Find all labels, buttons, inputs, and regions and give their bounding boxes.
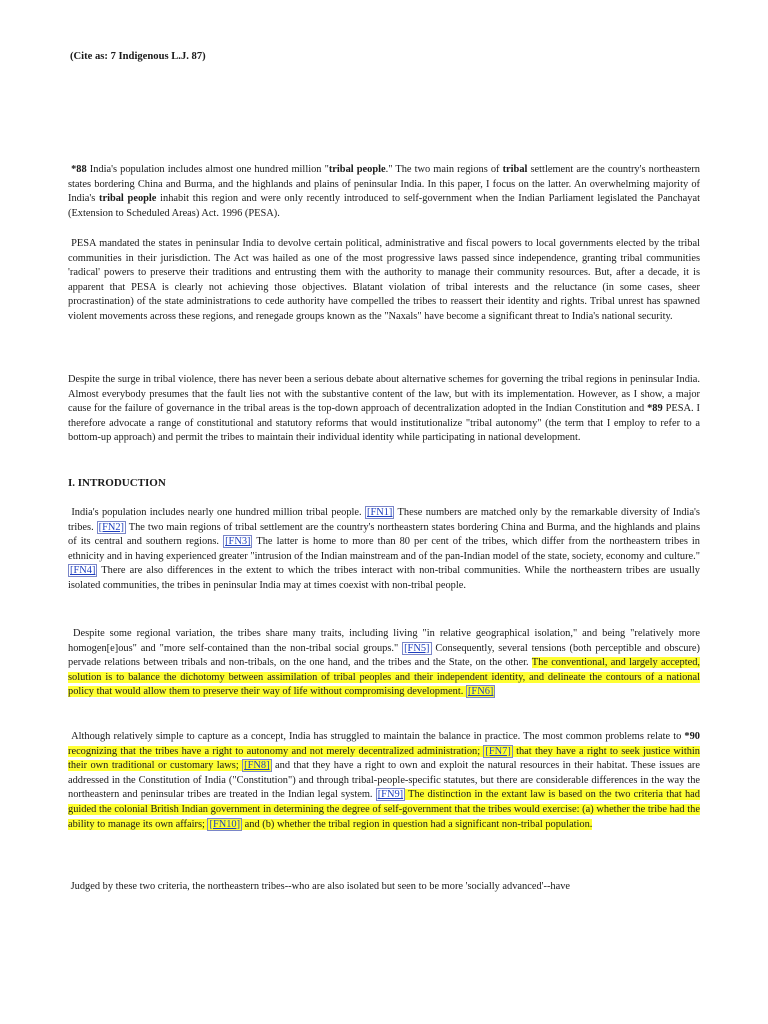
footnote-link-fn3[interactable]: [FN3]: [225, 536, 251, 548]
footnote-link-fn10[interactable]: [FN10]: [209, 818, 241, 830]
footnote-link-fn9[interactable]: [FN9]: [377, 789, 404, 801]
keyword-tribal-people: tribal people: [328, 164, 386, 175]
highlighted-text: The conventional, and largely accepted, solution is to balance the dichotomy between assimilation of tribal peoples and their independent identity, and delineate the contours of a national policy that would allow them to preserve their way of life without compromising development.: [68, 657, 700, 698]
paragraph-abstract-1: *88 India's population includes almost one hundred million "tribal people." The two main regions of tribal settlement are the country's northeastern states bordering China and Burma, and the highlands and plains of peninsular India. In this paper, I focus on the latter. An overwhelming majority of India's tribal people inhabit this region and were only recently introduced to self-government when the Indian Parliament legislated the Panchayat (Extension to Scheduled Areas) Act. 1996 (PESA).: [68, 164, 700, 219]
footnote-link-fn4[interactable]: [FN4]: [70, 565, 96, 577]
footnote-link-fn6[interactable]: [FN6]: [467, 686, 494, 698]
paragraph-intro-4: Judged by these two criteria, the northeastern tribes--who are also isolated but seen to be more 'socially advanced'--have: [70, 881, 571, 892]
paragraph-abstract-3: Despite the surge in tribal violence, there has never been a serious debate about alternative schemes for governing the tribal regions in peninsular India. Almost everybody presumes that the fault lies not with the substantive content of the law, but with its implementation. However, as I show, a major cause for the failure of governance in the tribal areas is the top-down approach of decentralization adopted in the Indian Constitution and *89 PESA. I therefore advocate a range of constitutional and statutory reforms that would institutionalize "tribal autonomy" (the term that I employ to refer to a bottom-up approach) and permit the tribes to maintain their individual identity while participating in national development.: [68, 374, 700, 444]
paragraph-abstract-2: PESA mandated the states in peninsular India to devolve certain political, administrative and fiscal powers to local governments elected by the tribal communities in their jurisdiction. The Act was hailed as one of the most progressive laws passed since independence, granting tribal communities 'radical' powers to preserve their traditions and entrusting them with the authority to manage their community resources. But, after a decade, it is apparent that PESA is clearly not achieving those objectives. Blatant violation of tribal interests and the reluctance (in some cases, sheer procrastination) of the state administrations to cede authority have compelled the tribes to reassert their identity and rights. Tribal unrest has spawned violent movements across these regions, and renegade groups known as the "Naxals" have become a significant threat to India's national security.: [68, 238, 700, 322]
paragraph-intro-1: India's population includes nearly one hundred million tribal people. [FN1] These numbers are matched only by the remarkable diversity of India's tribes. [FN2] The two main regions of tribal settlement are the country's northeastern states bordering China and Burma, and the highlands and plains of its central and southern regions. [FN3] The latter is home to more than 80 per cent of the tribes, which differ from the northeastern tribes in ethnicity and in having experienced greater "intrusion of the Indian mainstream and of the pan-Indian model of the state, society, economy and culture." [FN4] There are also differences in the extent to which the tribes interact with non-tribal communities. While the northeastern tribes are usually isolated communities, the tribes in peninsular India may at times coexist with non-tribal people.: [68, 507, 701, 591]
star-page-89: *89: [647, 403, 663, 415]
star-page-88: *88: [71, 164, 87, 175]
highlighted-text: recognizing that the tribes have a right to autonomy and not merely decentralized administration;: [68, 745, 481, 757]
star-page-90: *90: [684, 731, 700, 742]
highlighted-text: that they have a right to seek justice within their own traditional or customary laws;: [68, 745, 700, 772]
footnote-link-fn2[interactable]: [FN2]: [98, 521, 125, 533]
paragraph-intro-2: Despite some regional variation, the tribes share many traits, including living "in relative geographical isolation," and being "relatively more homogen[e]ous" and "more self-contained than the non-tribal social groups." [FN5] Consequently, several tensions (both perceptible and obscure) pervade relations between tribals and non-tribals, on the one hand, and the tribes and the State, on the other. The conventional, and largely accepted, solution is to balance the dichotomy between assimilation of tribal peoples and their independent identity, and delineate the contours of a national policy that would allow them to preserve their way of life without compromising development. [FN6]: [68, 628, 701, 698]
keyword-tribal-people-2: tribal people: [99, 193, 157, 205]
highlighted-text: The distinction in the extant law is based on the two criteria that had guided the colonial British Indian government in determining the degree of self-government that the tribes would exercise: (a) whether the tribe had the ability to manage its own affairs;: [68, 789, 700, 830]
footnote-link-fn1[interactable]: [FN1]: [366, 507, 393, 518]
footnote-link-fn7[interactable]: [FN7]: [485, 745, 511, 757]
keyword-tribal: tribal: [502, 164, 528, 175]
footnote-link-fn5[interactable]: [FN5]: [404, 642, 430, 654]
citation: (Cite as: 7 Indigenous L.J. 87): [70, 51, 206, 62]
paragraph-intro-3: Although relatively simple to capture as a concept, India has struggled to maintain the balance in practice. The most common problems relate to *90 recognizing that the tribes have a right to autonomy and not merely decentralized administration; [FN7] that they have a right to seek justice within their own traditional or customary laws; [FN8] and that they have a right to own and exploit the natural resources in their habitat. These issues are addressed in the Constitution of India ("Constitution") and through tribal-people-specific statutes, but there are considerable differences in the way the northeastern and peninsular tribes are treated in the Indian legal system. [FN9] The distinction in the extant law is based on the two criteria that had guided the colonial British Indian government in determining the degree of self-government that the tribes would exercise: (a) whether the tribe had the ability to manage its own affairs; [FN10] and (b) whether the tribal region in question had a significant non-tribal population.: [68, 731, 701, 830]
footnote-link-fn8[interactable]: [FN8]: [244, 760, 270, 772]
highlighted-text: and (b) whether the tribal region in question had a significant non-tribal population.: [242, 818, 593, 830]
section-heading-introduction: I. INTRODUCTION: [68, 477, 166, 489]
